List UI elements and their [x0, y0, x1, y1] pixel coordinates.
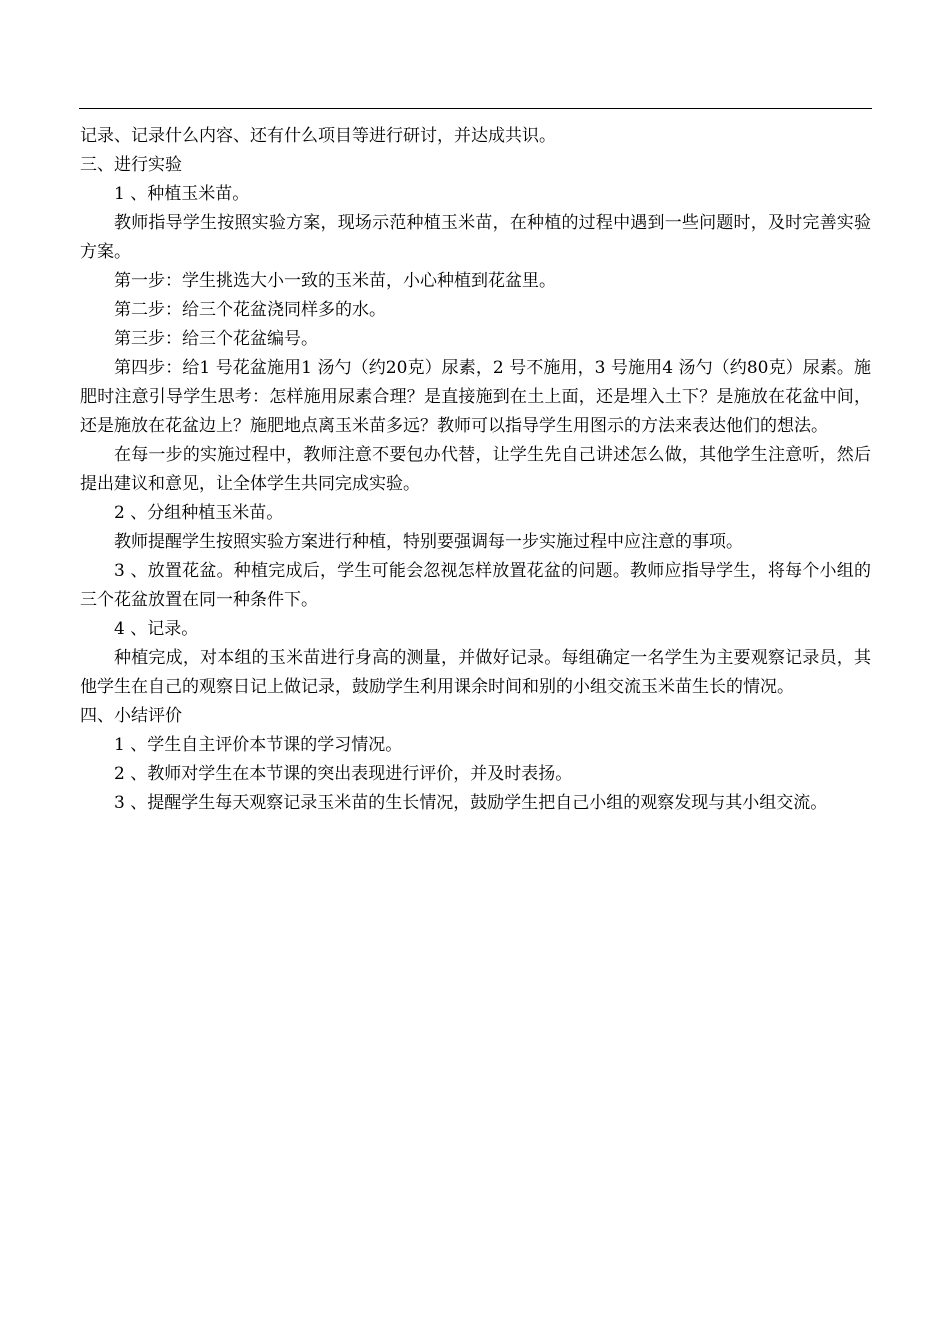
section-heading: 四、小结评价	[80, 706, 182, 726]
paragraph: 记录、记录什么内容、还有什么项目等进行研讨，并达成共识。	[80, 126, 556, 146]
paragraph: 1 、种植玉米苗。	[114, 184, 250, 204]
paragraph: 4 、记录。	[114, 619, 199, 639]
paragraph: 2 、教师对学生在本节课的突出表现进行评价，并及时表扬。	[114, 764, 573, 784]
section-heading: 三、进行实验	[80, 155, 182, 175]
paragraph: 1 、学生自主评价本节课的学习情况。	[114, 735, 403, 755]
paragraph: 在每一步的实施过程中，教师注意不要包办代替，让学生先自己讲述怎么做，其他学生注意听，然后提出建议和意见，让全体学生共同完成实验。	[80, 445, 871, 494]
paragraph: 3 、放置花盆。种植完成后，学生可能会忽视怎样放置花盆的问题。教师应指导学生，将每个小组的三个花盆放置在同一种条件下。	[80, 561, 871, 610]
paragraph: 教师提醒学生按照实验方案进行种植，特别要强调每一步实施过程中应注意的事项。	[114, 532, 743, 552]
paragraph: 3 、提醒学生每天观察记录玉米苗的生长情况，鼓励学生把自己小组的观察发现与其小组交流。	[114, 793, 828, 813]
paragraph: 第一步：学生挑选大小一致的玉米苗，小心种植到花盆里。	[114, 271, 556, 291]
paragraph: 第三步：给三个花盆编号。	[114, 329, 318, 349]
paragraph: 种植完成，对本组的玉米苗进行身高的测量，并做好记录。每组确定一名学生为主要观察记录员，其他学生在自己的观察日记上做记录，鼓励学生利用课余时间和别的小组交流玉米苗生长的情况。	[80, 648, 871, 697]
document-body	[80, 122, 871, 818]
paragraph: 第四步：给1 号花盆施用1 汤勺（约20克）尿素，2 号不施用，3 号施用4 汤勺（约80克）尿素。施肥时注意引导学生思考：怎样施用尿素合理？是直接施到在土上面，还是埋入土下？是施放在花盆中间，还是施放在花盆边上？施肥地点离玉米苗多远？教师可以指导学生用图示的方法来表达他们的想法。	[80, 358, 871, 436]
paragraph: 教师指导学生按照实验方案，现场示范种植玉米苗，在种植的过程中遇到一些问题时，及时完善实验方案。	[80, 213, 871, 262]
paragraph: 第二步：给三个花盆浇同样多的水。	[114, 300, 386, 320]
header-rule	[79, 108, 872, 109]
paragraph: 2 、分组种植玉米苗。	[114, 503, 284, 523]
